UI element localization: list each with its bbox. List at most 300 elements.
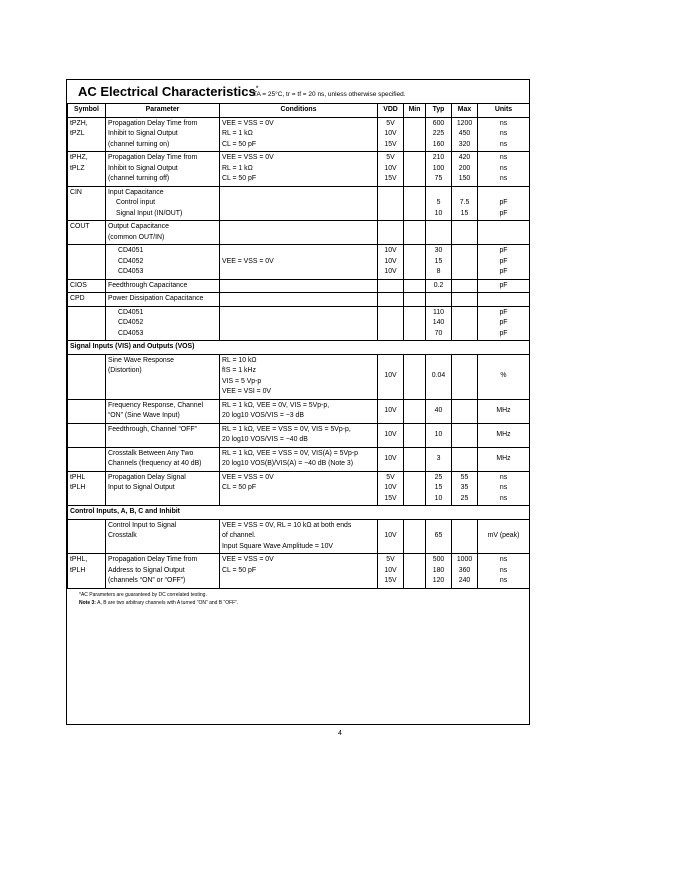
cell-cond: [220, 423, 378, 447]
header-typ: Typ: [426, 104, 452, 118]
cell-cond: [220, 519, 378, 554]
table-row: [68, 279, 530, 293]
cond-line: RL = 1 kΩ, VEE = VSS = 0V, VIS(A) = 5Vp-p: [222, 449, 359, 457]
cell-units: [478, 117, 530, 152]
cell-vdd: [378, 293, 404, 307]
symbol-line: tPHL,: [70, 556, 88, 563]
vdd-line: 10V: [384, 247, 397, 254]
cell-max: [452, 186, 478, 221]
table-body: [68, 117, 530, 588]
vdd-line: 10V: [384, 406, 397, 414]
typ-line: 70: [434, 329, 443, 337]
param-line: Signal Input (IN/OUT): [116, 209, 183, 217]
cond-line: VEE = VSS = 0V: [222, 257, 274, 265]
param-line: Propagation Delay Signal: [108, 473, 186, 481]
typ-line: 225: [432, 130, 445, 137]
max-line: 240: [458, 577, 471, 584]
units-line: ns: [499, 484, 508, 491]
cell-units: [478, 245, 530, 280]
datasheet-frame: [66, 79, 530, 725]
vdd-line: 10V: [384, 164, 397, 172]
cell-symbol: [68, 186, 106, 221]
symbol-line: tPZH,: [70, 119, 88, 127]
header-row: [68, 104, 530, 118]
units-line: %: [500, 372, 507, 380]
cell-max: [452, 152, 478, 187]
param-line: Output Capacitance: [108, 223, 169, 230]
cell-cond: [220, 117, 378, 152]
header-parameter: Parameter: [106, 104, 220, 118]
cond-line: CL = 50 pF: [222, 566, 257, 574]
cell-max: [452, 519, 478, 554]
cell-units: [478, 354, 530, 399]
typ-line: 40: [434, 406, 443, 414]
max-line: 1000: [456, 556, 473, 563]
cond-line: VEE = VSS = 0V: [222, 154, 274, 161]
cond-line: RL = 1 kΩ: [222, 164, 253, 172]
param-line: Control Input to Signal: [108, 521, 177, 529]
param-line: Input Capacitance: [108, 188, 164, 196]
max-line: 25: [460, 494, 469, 502]
cell-units: [478, 423, 530, 447]
cell-max: [452, 221, 478, 245]
cell-min: [404, 554, 426, 589]
table-row: [68, 306, 530, 341]
footnote-note3: Note 3: A, B are two arbitrary channels with A turned “ON” and B “OFF”.: [79, 599, 239, 606]
units-line: ns: [499, 119, 508, 127]
max-line: 15: [460, 209, 469, 217]
cell-param: [106, 279, 220, 293]
units-line: ns: [499, 164, 508, 172]
table-row: [68, 554, 530, 589]
units-line: MHz: [496, 430, 511, 438]
typ-line: 10: [434, 430, 443, 438]
param-line: (channel turning on): [108, 140, 170, 148]
cell-vdd: [378, 186, 404, 221]
param-line: Feedthrough Capacitance: [108, 281, 188, 289]
typ-line: 180: [432, 566, 445, 574]
typ-line: 5: [436, 199, 441, 206]
cell-cond: [220, 554, 378, 589]
param-line: Frequency Response, Channel: [108, 401, 203, 409]
vdd-line: 15V: [384, 140, 397, 148]
cell-symbol: [68, 221, 106, 245]
cell-min: [404, 423, 426, 447]
cell-cond: [220, 447, 378, 471]
param-line: “ON” (Sine Wave Input): [108, 412, 180, 419]
cell-min: [404, 293, 426, 307]
section-header: Signal Inputs (VIS) and Outputs (VOS): [68, 341, 530, 355]
cell-param: [106, 471, 220, 506]
typ-line: [428, 188, 449, 199]
typ-line: 10: [434, 209, 443, 217]
table-row: [68, 186, 530, 221]
symbol-line: tPLH: [70, 566, 86, 574]
cell-cond: [220, 471, 378, 506]
units-line: ns: [499, 566, 508, 574]
cell-cond: [220, 152, 378, 187]
cell-cond: [220, 221, 378, 245]
page-number: 4: [338, 730, 342, 737]
typ-line: 120: [432, 577, 445, 584]
typ-line: 0.04: [431, 372, 446, 380]
table-row: [68, 117, 530, 152]
cell-cond: [220, 245, 378, 280]
typ-line: 500: [432, 556, 445, 563]
cell-units: [478, 306, 530, 341]
cell-symbol: [68, 519, 106, 554]
section-header-row: [68, 341, 530, 355]
units-line: pF: [499, 281, 508, 289]
cell-param: [106, 245, 220, 280]
units-line: ns: [499, 140, 508, 148]
param-line: CD4053: [118, 268, 144, 275]
cell-vdd: [378, 306, 404, 341]
cell-cond: [220, 293, 378, 307]
param-line: Propagation Delay Time from: [108, 154, 198, 161]
cell-vdd: [378, 423, 404, 447]
vdd-line: 10V: [384, 372, 397, 380]
table-row: [68, 221, 530, 245]
typ-line: 160: [432, 140, 445, 148]
units-line: pF: [499, 268, 508, 275]
cell-symbol: [68, 354, 106, 399]
cell-vdd: [378, 152, 404, 187]
vdd-line: 5V: [386, 154, 395, 161]
param-line: CD4051: [118, 247, 144, 254]
vdd-line: 10V: [384, 268, 397, 275]
vdd-line: 10V: [384, 430, 397, 438]
ac-characteristics-table: [67, 103, 530, 589]
units-line: ns: [499, 494, 508, 502]
cell-units: [478, 279, 530, 293]
param-line: Crosstalk: [108, 532, 137, 539]
cond-line: CL = 50 pF: [222, 140, 257, 148]
cond-line: 20 log10 VOS/VIS = −3 dB: [222, 412, 304, 419]
cell-max: [452, 279, 478, 293]
param-line: Crosstalk Between Any Two: [108, 449, 194, 457]
max-line: 360: [458, 566, 471, 574]
typ-line: 8: [436, 268, 441, 275]
cell-min: [404, 471, 426, 506]
cond-line: VEE = VSS = 0V, RL = 10 kΩ at both ends: [222, 521, 352, 529]
param-line: CD4052: [118, 319, 144, 326]
cell-min: [404, 245, 426, 280]
cell-min: [404, 447, 426, 471]
cell-param: [106, 423, 220, 447]
symbol-line: tPLH: [70, 484, 86, 491]
units-line: pF: [499, 199, 508, 206]
table-row: [68, 399, 530, 423]
cell-cond: [220, 186, 378, 221]
cell-units: [478, 447, 530, 471]
symbol-line: tPHL: [70, 473, 86, 481]
cell-symbol: [68, 399, 106, 423]
max-line: 35: [460, 484, 469, 491]
max-line: 320: [458, 140, 471, 148]
cond-line: RL = 10 kΩ: [222, 356, 257, 364]
units-line: ns: [499, 473, 508, 481]
cell-units: [478, 519, 530, 554]
cell-symbol: [68, 279, 106, 293]
cell-typ: [426, 519, 452, 554]
cell-symbol: [68, 117, 106, 152]
units-line: pF: [499, 247, 508, 254]
param-line: Inhibit to Signal Output: [108, 130, 178, 137]
cond-line: 20 log10 VOS/VIS = −40 dB: [222, 436, 308, 443]
vdd-line: 10V: [384, 566, 397, 574]
units-line: [480, 188, 527, 199]
table-row: [68, 519, 530, 554]
typ-line: 10: [434, 494, 443, 502]
cell-typ: [426, 186, 452, 221]
param-line: CD4051: [118, 308, 144, 316]
cell-typ: [426, 471, 452, 506]
cell-typ: [426, 221, 452, 245]
cell-vdd: [378, 245, 404, 280]
cond-line: CL = 50 pF: [222, 484, 257, 491]
cell-typ: [426, 117, 452, 152]
cell-max: [452, 117, 478, 152]
vdd-line: 10V: [384, 484, 397, 491]
table-row: [68, 423, 530, 447]
units-line: ns: [499, 556, 508, 563]
cell-typ: [426, 279, 452, 293]
cell-vdd: [378, 221, 404, 245]
vdd-line: 10V: [384, 130, 397, 137]
title-conditions: TA = 25°C, tr = tf = 20 ns, unless otherwise specified.: [253, 91, 406, 98]
cell-min: [404, 519, 426, 554]
param-line: Address to Signal Output: [108, 566, 185, 574]
cell-typ: [426, 423, 452, 447]
cell-cond: [220, 279, 378, 293]
typ-line: 15: [434, 484, 443, 491]
cell-vdd: [378, 471, 404, 506]
cell-cond: [220, 306, 378, 341]
param-line: Channels (frequency at 40 dB): [108, 460, 202, 467]
param-line: Feedthrough, Channel “OFF”: [108, 425, 197, 433]
cell-max: [452, 554, 478, 589]
symbol-line: tPZL: [70, 130, 85, 137]
vdd-line: 15V: [384, 175, 397, 182]
typ-line: 30: [434, 247, 443, 254]
cell-vdd: [378, 519, 404, 554]
symbol-line: tPHZ,: [70, 154, 88, 161]
header-conditions: Conditions: [220, 104, 378, 118]
cell-max: [452, 471, 478, 506]
vdd-line: 5V: [386, 556, 395, 563]
cell-min: [404, 221, 426, 245]
cond-line: CL = 50 pF: [222, 175, 257, 182]
cond-line: RL = 1 kΩ: [222, 130, 253, 137]
cond-line: of channel.: [222, 532, 256, 539]
cell-param: [106, 117, 220, 152]
units-line: ns: [499, 130, 508, 137]
units-line: ns: [499, 175, 508, 182]
cond-line: Input Square Wave Amplitude = 10V: [222, 542, 334, 550]
cell-symbol: [68, 471, 106, 506]
cell-min: [404, 186, 426, 221]
cell-typ: [426, 447, 452, 471]
typ-line: 0.2: [433, 281, 444, 289]
param-line: Propagation Delay Time from: [108, 556, 198, 563]
cell-max: [452, 447, 478, 471]
max-line: [454, 188, 475, 199]
table-row: [68, 152, 530, 187]
cond-line: VEE = VSI = 0V: [222, 388, 272, 395]
param-line: (common OUT/IN): [108, 233, 165, 241]
max-line: 150: [458, 175, 471, 182]
vdd-line: 10V: [384, 454, 397, 462]
cell-units: [478, 221, 530, 245]
cell-max: [452, 399, 478, 423]
cell-param: [106, 519, 220, 554]
cell-symbol: [68, 306, 106, 341]
typ-line: 3: [436, 454, 441, 462]
typ-line: 140: [432, 319, 445, 326]
cell-param: [106, 152, 220, 187]
cell-max: [452, 354, 478, 399]
cell-min: [404, 306, 426, 341]
cell-min: [404, 279, 426, 293]
units-line: pF: [499, 209, 508, 217]
vdd-line: 10V: [384, 532, 397, 539]
cell-symbol: [68, 554, 106, 589]
vdd-line: 15V: [384, 577, 397, 584]
typ-line: 15: [434, 257, 443, 265]
cell-vdd: [378, 447, 404, 471]
section-header-row: [68, 506, 530, 520]
symbol-line: COUT: [70, 223, 90, 230]
param-line: Propagation Delay Time from: [108, 119, 198, 127]
title-row: [67, 80, 529, 103]
typ-line: 600: [432, 119, 445, 127]
cond-line: RL = 1 kΩ, VEE = 0V, VIS = 5Vp-p,: [222, 401, 330, 409]
units-line: MHz: [496, 406, 511, 414]
cell-min: [404, 152, 426, 187]
typ-line: 210: [432, 154, 445, 161]
cell-units: [478, 293, 530, 307]
cell-units: [478, 554, 530, 589]
cell-units: [478, 186, 530, 221]
param-line: Sine Wave Response: [108, 356, 175, 364]
vdd-line: 5V: [386, 119, 395, 127]
param-line: (channels “ON” or “OFF”): [108, 577, 186, 584]
cell-param: [106, 221, 220, 245]
cell-vdd: [378, 399, 404, 423]
typ-line: 110: [433, 308, 444, 316]
symbol-line: CIN: [70, 188, 82, 196]
cell-symbol: [68, 423, 106, 447]
cond-line: fIS = 1 kHz: [222, 367, 256, 374]
cell-param: [106, 354, 220, 399]
cell-vdd: [378, 117, 404, 152]
cell-vdd: [378, 279, 404, 293]
units-line: ns: [499, 577, 508, 584]
cell-param: [106, 447, 220, 471]
cell-cond: [220, 354, 378, 399]
cell-param: [106, 554, 220, 589]
param-line: CD4053: [118, 329, 144, 337]
cell-max: [452, 423, 478, 447]
max-line: 420: [458, 154, 471, 161]
cell-typ: [426, 245, 452, 280]
cell-param: [106, 293, 220, 307]
cell-vdd: [378, 554, 404, 589]
cell-param: [106, 186, 220, 221]
cell-units: [478, 471, 530, 506]
cell-units: [478, 152, 530, 187]
cond-line: VEE = VSS = 0V: [222, 473, 274, 481]
cell-max: [452, 306, 478, 341]
vdd-line: 10V: [384, 257, 397, 265]
cell-symbol: [68, 152, 106, 187]
max-line: 7.5: [459, 199, 470, 206]
footnote-ac: *AC Parameters are guaranteed by DC correlated testing.: [79, 591, 207, 598]
units-line: pF: [499, 329, 508, 337]
units-line: pF: [499, 308, 508, 316]
cell-param: [106, 399, 220, 423]
header-min: Min: [404, 104, 426, 118]
cell-cond: [220, 399, 378, 423]
typ-line: 25: [434, 473, 443, 481]
typ-line: 75: [434, 175, 443, 182]
typ-line: 65: [434, 532, 443, 539]
typ-line: 100: [432, 164, 445, 172]
page-title: AC Electrical Characteristics*: [78, 84, 259, 99]
table-row: [68, 447, 530, 471]
param-line: (Distortion): [108, 367, 142, 374]
vdd-line: 5V: [386, 473, 395, 481]
units-line: MHz: [496, 454, 511, 462]
cell-symbol: [68, 245, 106, 280]
param-line: Inhibit to Signal Output: [108, 164, 178, 172]
cond-line: RL = 1 kΩ, VEE = VSS = 0V, VIS = 5Vp-p,: [222, 425, 351, 433]
cell-symbol: [68, 293, 106, 307]
cell-typ: [426, 306, 452, 341]
vdd-line: 15V: [384, 494, 397, 502]
table-row: [68, 245, 530, 280]
table-row: [68, 354, 530, 399]
cell-min: [404, 354, 426, 399]
cell-typ: [426, 554, 452, 589]
header-symbol: Symbol: [68, 104, 106, 118]
param-line: CD4052: [118, 257, 144, 265]
cell-max: [452, 293, 478, 307]
cell-vdd: [378, 354, 404, 399]
param-line: Power Dissipation Capacitance: [108, 295, 204, 302]
max-line: 200: [458, 164, 471, 172]
cell-min: [404, 117, 426, 152]
max-line: 55: [460, 473, 469, 481]
header-max: Max: [452, 104, 478, 118]
cond-line: 20 log10 VOS(B)/VIS(A) = −40 dB (Note 3): [222, 460, 353, 467]
cell-max: [452, 245, 478, 280]
table-row: [68, 471, 530, 506]
param-line: Control input: [116, 199, 156, 206]
cell-typ: [426, 293, 452, 307]
header-vdd: VDD: [378, 104, 404, 118]
symbol-line: tPLZ: [70, 164, 85, 172]
section-header: Control Inputs, A, B, C and Inhibit: [68, 506, 530, 520]
cond-line: VEE = VSS = 0V: [222, 119, 274, 127]
cell-symbol: [68, 447, 106, 471]
cell-typ: [426, 152, 452, 187]
cell-param: [106, 306, 220, 341]
units-line: ns: [499, 154, 508, 161]
max-line: 450: [458, 130, 471, 137]
header-units: Units: [478, 104, 530, 118]
